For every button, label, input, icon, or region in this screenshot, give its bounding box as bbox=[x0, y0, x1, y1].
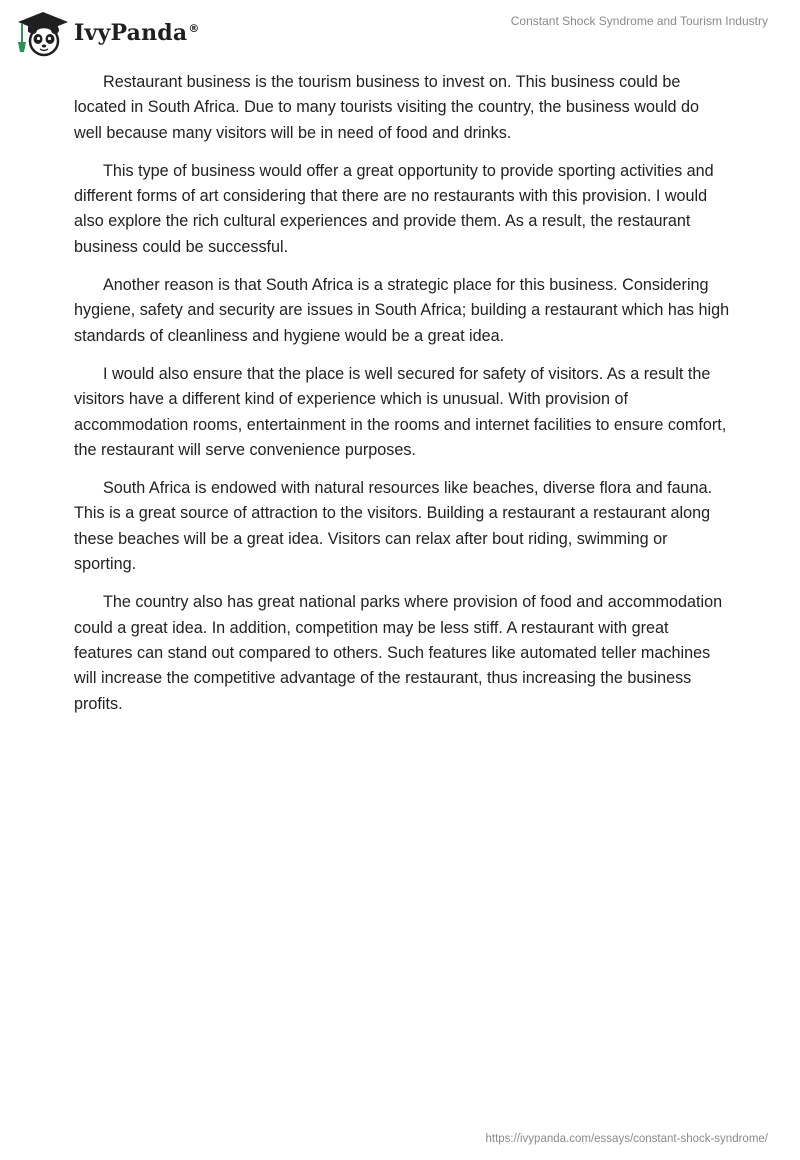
brand-logo[interactable] bbox=[14, 8, 200, 58]
document-title: Constant Shock Syndrome and Tourism Industry bbox=[510, 14, 768, 28]
paragraph: Restaurant business is the tourism business to invest on. This business could be located in South Africa. Due to many tourists visiting the country, the business would do well because many visitors will be in need of food and drinks. bbox=[74, 73, 700, 142]
panda-graduation-cap-icon bbox=[14, 8, 72, 58]
paragraph: Another reason is that South Africa is a strategic place for this business. Considering hygiene, safety and security are issues in South Africa; building a restaurant which has high standards of cleanliness and hygiene would be a great idea. bbox=[74, 276, 730, 345]
essay-body bbox=[74, 70, 730, 730]
paragraph: This type of business would offer a great opportunity to provide sporting activities and different forms of art considering that there are no restaurants with this provision. I would also explore the rich cultural experiences and provide them. As a result, the restaurant business could be successful. bbox=[74, 161, 714, 256]
registered-mark: ® bbox=[188, 21, 200, 35]
source-url-link[interactable]: https://ivypanda.com/essays/constant-shock-syndrome/ bbox=[485, 1133, 768, 1145]
paragraph: South Africa is endowed with natural resources like beaches, diverse flora and fauna. This is a great source of attraction to the visitors. Building a restaurant a restaurant along these beaches will be a great idea. Visitors can relax after bout riding, swimming or sporting. bbox=[74, 479, 713, 574]
page-header bbox=[0, 0, 800, 70]
paragraph: I would also ensure that the place is well secured for safety of visitors. As a result the visitors have a different kind of experience which is unusual. With provision of accommodation rooms, entertainment in the rooms and internet facilities to ensure comfort, the restaurant will serve convenience purposes. bbox=[74, 364, 727, 459]
paragraph: The country also has great national parks where provision of food and accommodation could a great idea. In addition, competition may be less stiff. A restaurant with great features can stand out compared to others. Such features like automated teller machines will increase the competitive advantage of the restaurant, thus increasing the business profits. bbox=[74, 593, 723, 713]
brand-name: IvyPanda® bbox=[74, 20, 200, 46]
